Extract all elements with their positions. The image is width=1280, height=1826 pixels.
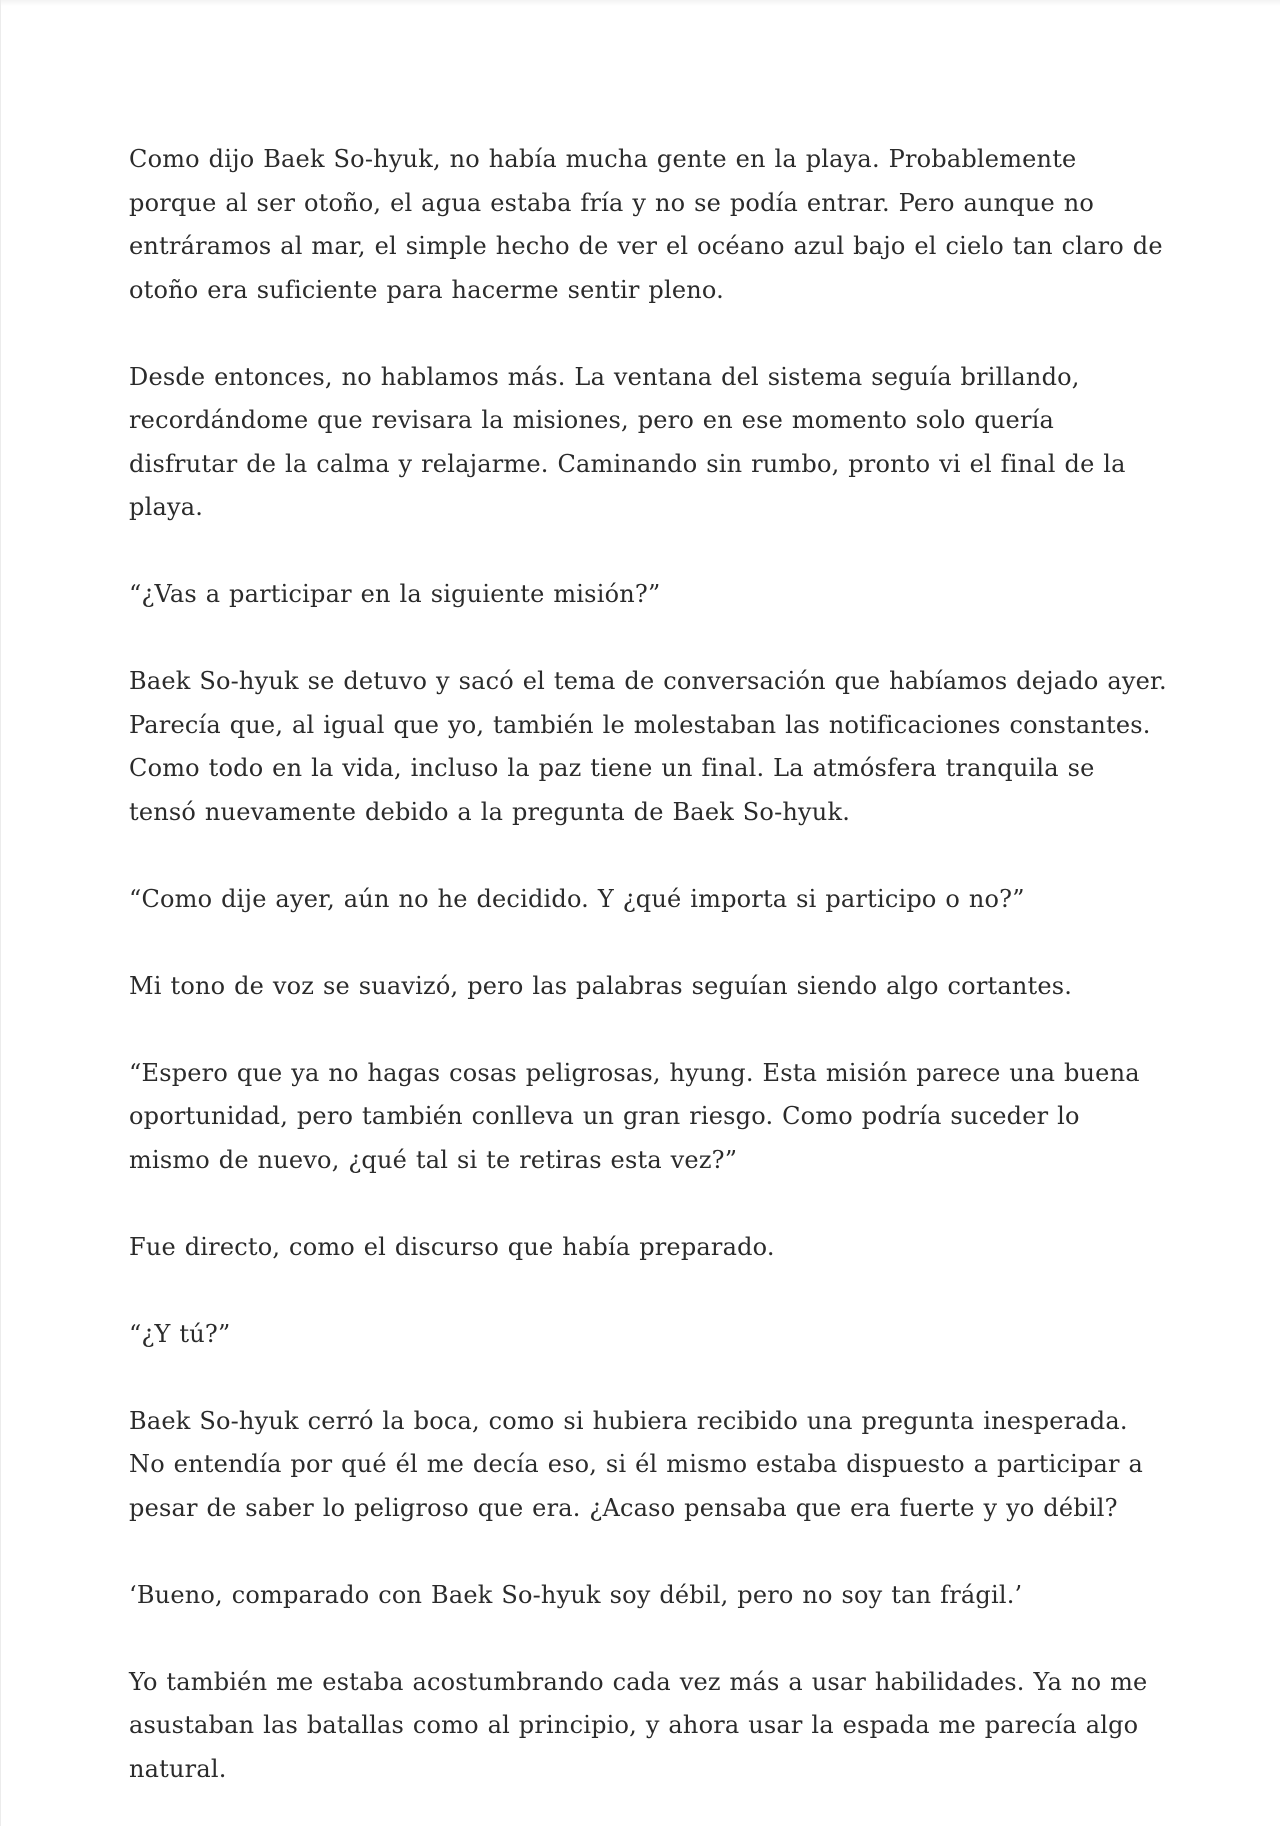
paragraph: Fue directo, como el discurso que había preparado. — [129, 1232, 775, 1261]
dialogue-line: “¿Vas a participar en la siguiente misión?” — [129, 580, 661, 608]
dialogue-line: “¿Y tú?” — [129, 1319, 231, 1348]
document-body — [129, 138, 1169, 1791]
paragraph: Baek So-hyuk se detuvo y sacó el tema de conversación que habíamos dejado ayer. Parecía que, al igual que yo, también le molestaban las notificaciones constantes. Como todo en la vida, incluso la paz tiene un final. La atmósfera tranquila se tensó nuevamente debido a la pregunta de Baek So-hyuk. — [129, 667, 1167, 826]
dialogue-line: “Como dije ayer, aún no he decidido. Y ¿qué importa si participo o no?” — [129, 884, 1025, 913]
paragraph: Baek So-hyuk cerró la boca, como si hubiera recibido una pregunta inesperada. No entendía por qué él me decía eso, si él mismo estaba dispuesto a participar a pesar de saber lo peligroso que era. ¿Acaso pensaba que era fuerte y yo débil? — [129, 1406, 1144, 1522]
paragraph: Como dijo Baek So-hyuk, no había mucha gente en la playa. Probablemente porque al ser otoño, el agua estaba fría y no se podía entrar. Pero aunque no entráramos al mar, el simple hecho de ver el océano azul bajo el cielo tan claro de otoño era suficiente para hacerme sentir pleno. — [129, 145, 1163, 304]
paragraph: Yo también me estaba acostumbrando cada vez más a usar habilidades. Ya no me asustaban las batallas como al principio, y ahora usar la espada me parecía algo natural. — [129, 1667, 1148, 1783]
paragraph: Mi tono de voz se suavizó, pero las palabras seguían siendo algo cortantes. — [129, 971, 1073, 1000]
dialogue-line: “Espero que ya no hagas cosas peligrosas, hyung. Esta misión parece una buena oportunidad, pero también conlleva un gran riesgo. Como podría suceder lo mismo de nuevo, ¿qué tal si te retiras esta vez?” — [129, 1058, 1140, 1174]
page-top-edge — [1, 0, 1280, 6]
paragraph: Desde entonces, no hablamos más. La ventana del sistema seguía brillando, recordándome que revisara la misiones, pero en ese momento solo quería disfrutar de la calma y relajarme. Caminando sin rumbo, pronto vi el final de la playa. — [129, 362, 1126, 521]
thought-line: ‘Bueno, comparado con Baek So-hyuk soy débil, pero no soy tan frágil.’ — [129, 1580, 1023, 1609]
